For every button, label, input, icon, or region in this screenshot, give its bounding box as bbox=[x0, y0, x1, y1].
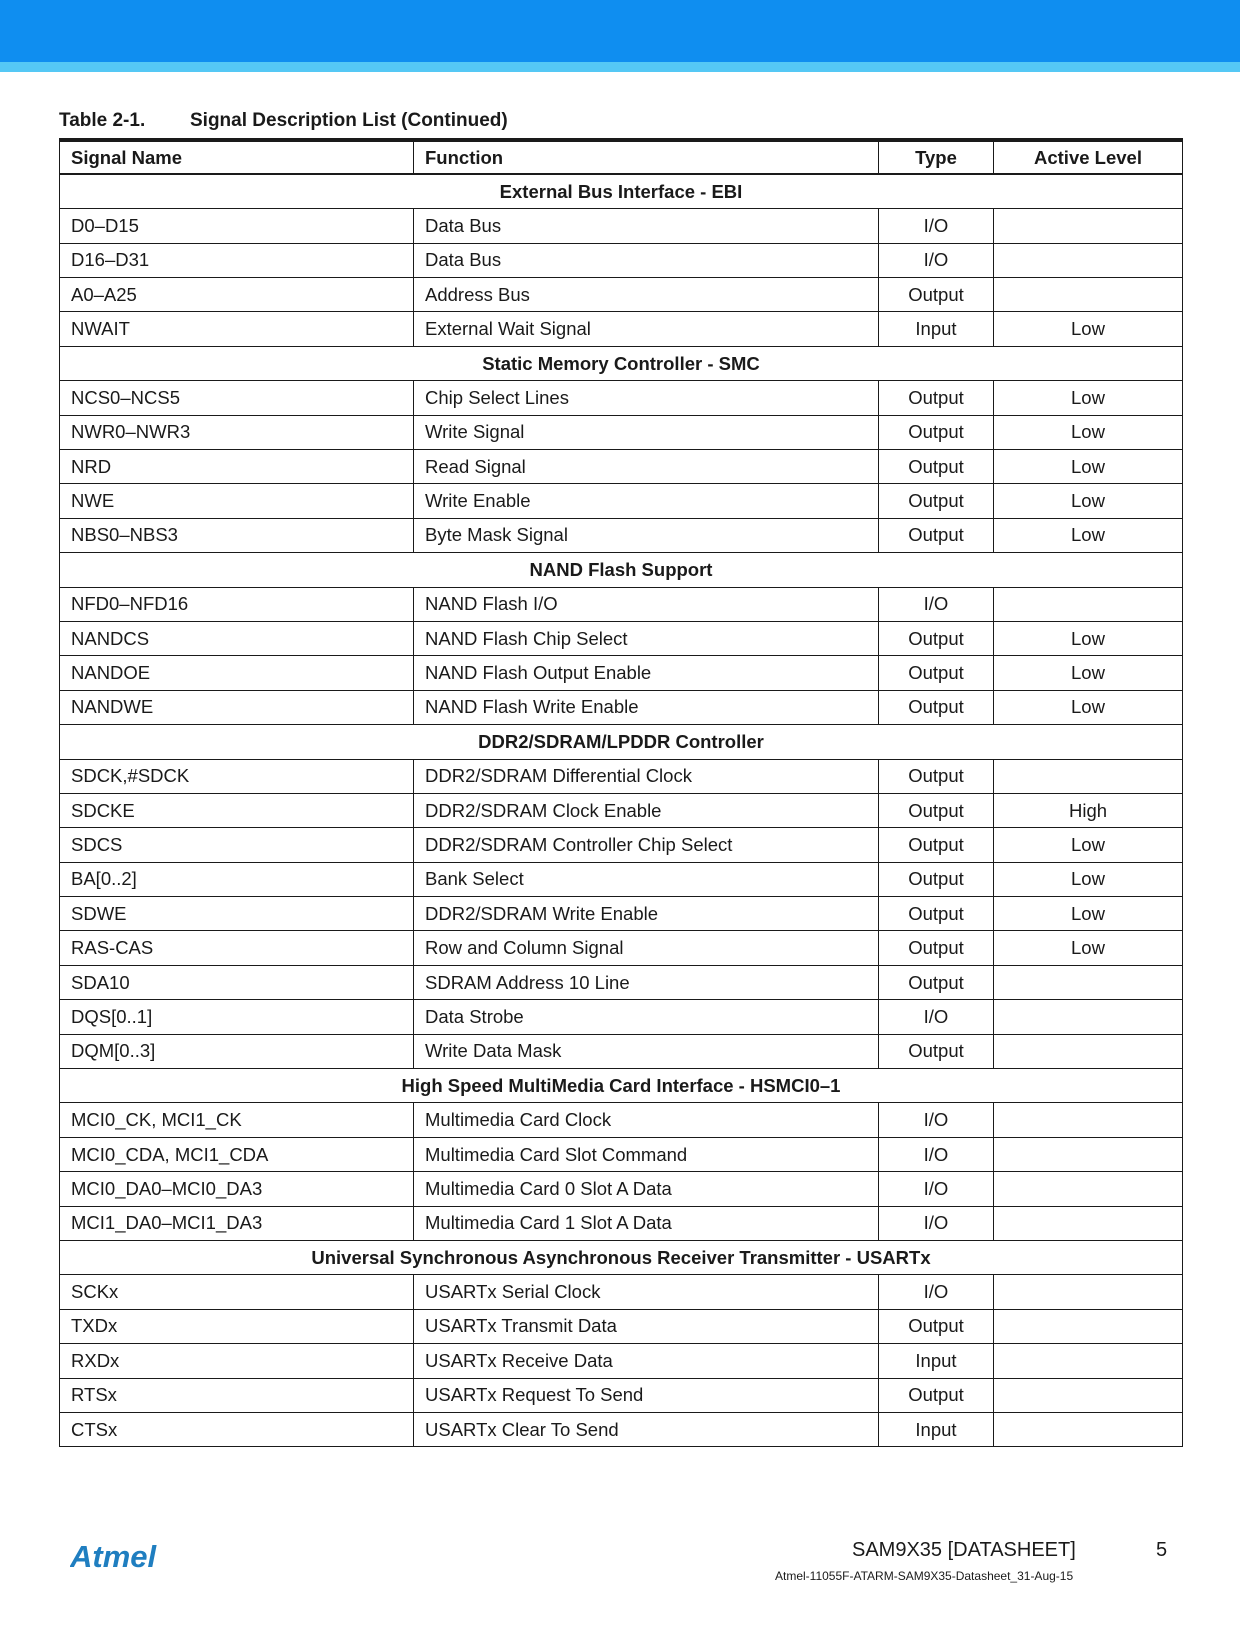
signal-name-cell: SDCS bbox=[60, 828, 414, 862]
table-row bbox=[60, 450, 1183, 484]
signal-name-cell: MCI1_DA0–MCI1_DA3 bbox=[60, 1206, 414, 1240]
table-row bbox=[60, 1412, 1183, 1446]
section-title: Static Memory Controller - SMC bbox=[60, 346, 1183, 380]
active-level-cell bbox=[994, 278, 1183, 312]
signal-name-cell: SDCK,#SDCK bbox=[60, 759, 414, 793]
type-cell: Output bbox=[879, 931, 994, 965]
function-cell: Chip Select Lines bbox=[414, 381, 879, 415]
table-row bbox=[60, 518, 1183, 552]
section-title: High Speed MultiMedia Card Interface - HSMCI0–1 bbox=[60, 1069, 1183, 1103]
section-header-row bbox=[60, 725, 1183, 759]
table-row bbox=[60, 278, 1183, 312]
table-row bbox=[60, 862, 1183, 896]
function-cell: Read Signal bbox=[414, 450, 879, 484]
table-row bbox=[60, 1378, 1183, 1412]
type-cell: I/O bbox=[879, 243, 994, 277]
function-cell: USARTx Receive Data bbox=[414, 1344, 879, 1378]
atmel-logo bbox=[70, 1540, 180, 1574]
table-row bbox=[60, 415, 1183, 449]
table-row bbox=[60, 1275, 1183, 1309]
doc-code: Atmel-11055F-ATARM-SAM9X35-Datasheet_31-Aug-15 bbox=[775, 1569, 1074, 1583]
section-title: Universal Synchronous Asynchronous Receiver Transmitter - USARTx bbox=[60, 1241, 1183, 1275]
type-cell: Output bbox=[879, 759, 994, 793]
type-cell: Output bbox=[879, 621, 994, 655]
function-cell: NAND Flash Output Enable bbox=[414, 656, 879, 690]
type-cell: I/O bbox=[879, 209, 994, 243]
function-cell: DDR2/SDRAM Controller Chip Select bbox=[414, 828, 879, 862]
active-level-cell bbox=[994, 759, 1183, 793]
signal-name-cell: MCI0_CDA, MCI1_CDA bbox=[60, 1137, 414, 1171]
table-caption bbox=[59, 110, 508, 132]
function-cell: Row and Column Signal bbox=[414, 931, 879, 965]
table-row bbox=[60, 484, 1183, 518]
active-level-cell: Low bbox=[994, 897, 1183, 931]
table-row bbox=[60, 656, 1183, 690]
active-level-cell bbox=[994, 587, 1183, 621]
table-row bbox=[60, 1172, 1183, 1206]
active-level-cell: Low bbox=[994, 828, 1183, 862]
signal-name-cell: MCI0_DA0–MCI0_DA3 bbox=[60, 1172, 414, 1206]
function-cell: USARTx Clear To Send bbox=[414, 1412, 879, 1446]
col-header-active-level: Active Level bbox=[994, 140, 1183, 174]
type-cell: I/O bbox=[879, 1172, 994, 1206]
table-row bbox=[60, 209, 1183, 243]
signal-name-cell: D0–D15 bbox=[60, 209, 414, 243]
table-row bbox=[60, 312, 1183, 346]
function-cell: Byte Mask Signal bbox=[414, 518, 879, 552]
signal-name-cell: RTSx bbox=[60, 1378, 414, 1412]
active-level-cell bbox=[994, 1206, 1183, 1240]
active-level-cell: Low bbox=[994, 312, 1183, 346]
table-row bbox=[60, 1206, 1183, 1240]
table-row bbox=[60, 1103, 1183, 1137]
table-row bbox=[60, 1137, 1183, 1171]
table-row bbox=[60, 690, 1183, 724]
table-row bbox=[60, 931, 1183, 965]
col-header-type: Type bbox=[879, 140, 994, 174]
function-cell: SDRAM Address 10 Line bbox=[414, 965, 879, 999]
type-cell: I/O bbox=[879, 1137, 994, 1171]
active-level-cell bbox=[994, 1137, 1183, 1171]
function-cell: Multimedia Card Clock bbox=[414, 1103, 879, 1137]
signal-name-cell: SDA10 bbox=[60, 965, 414, 999]
type-cell: Input bbox=[879, 312, 994, 346]
active-level-cell: Low bbox=[994, 484, 1183, 518]
type-cell: I/O bbox=[879, 1103, 994, 1137]
active-level-cell bbox=[994, 1309, 1183, 1343]
signal-name-cell: TXDx bbox=[60, 1309, 414, 1343]
signal-name-cell: SDWE bbox=[60, 897, 414, 931]
active-level-cell: Low bbox=[994, 621, 1183, 655]
signal-name-cell: NCS0–NCS5 bbox=[60, 381, 414, 415]
function-cell: Multimedia Card Slot Command bbox=[414, 1137, 879, 1171]
section-header-row bbox=[60, 346, 1183, 380]
signal-name-cell: MCI0_CK, MCI1_CK bbox=[60, 1103, 414, 1137]
type-cell: Output bbox=[879, 897, 994, 931]
active-level-cell bbox=[994, 1172, 1183, 1206]
table-row bbox=[60, 621, 1183, 655]
signal-name-cell: NANDOE bbox=[60, 656, 414, 690]
table-row bbox=[60, 1344, 1183, 1378]
signal-name-cell: NWE bbox=[60, 484, 414, 518]
table-row bbox=[60, 1309, 1183, 1343]
type-cell: Output bbox=[879, 518, 994, 552]
function-cell: Address Bus bbox=[414, 278, 879, 312]
function-cell: USARTx Request To Send bbox=[414, 1378, 879, 1412]
active-level-cell: Low bbox=[994, 518, 1183, 552]
table-row bbox=[60, 759, 1183, 793]
function-cell: Data Bus bbox=[414, 243, 879, 277]
table-row bbox=[60, 243, 1183, 277]
table-row bbox=[60, 793, 1183, 827]
active-level-cell: Low bbox=[994, 931, 1183, 965]
function-cell: Write Signal bbox=[414, 415, 879, 449]
active-level-cell bbox=[994, 1103, 1183, 1137]
section-title: DDR2/SDRAM/LPDDR Controller bbox=[60, 725, 1183, 759]
active-level-cell: Low bbox=[994, 690, 1183, 724]
active-level-cell: Low bbox=[994, 381, 1183, 415]
section-header-row bbox=[60, 553, 1183, 587]
section-header-row bbox=[60, 174, 1183, 208]
signal-name-cell: SCKx bbox=[60, 1275, 414, 1309]
active-level-cell bbox=[994, 1412, 1183, 1446]
header-band-accent bbox=[0, 62, 1240, 72]
function-cell: DDR2/SDRAM Differential Clock bbox=[414, 759, 879, 793]
type-cell: Output bbox=[879, 793, 994, 827]
signal-name-cell: RAS-CAS bbox=[60, 931, 414, 965]
active-level-cell bbox=[994, 965, 1183, 999]
signal-name-cell: NWR0–NWR3 bbox=[60, 415, 414, 449]
signal-name-cell: NRD bbox=[60, 450, 414, 484]
table-row bbox=[60, 1000, 1183, 1034]
function-cell: Multimedia Card 0 Slot A Data bbox=[414, 1172, 879, 1206]
active-level-cell bbox=[994, 209, 1183, 243]
function-cell: Bank Select bbox=[414, 862, 879, 896]
active-level-cell bbox=[994, 1034, 1183, 1068]
table-row bbox=[60, 1034, 1183, 1068]
section-header-row bbox=[60, 1069, 1183, 1103]
col-header-signal-name: Signal Name bbox=[60, 140, 414, 174]
type-cell: Output bbox=[879, 381, 994, 415]
section-header-row bbox=[60, 1241, 1183, 1275]
table-row bbox=[60, 965, 1183, 999]
signal-name-cell: D16–D31 bbox=[60, 243, 414, 277]
signal-name-cell: DQS[0..1] bbox=[60, 1000, 414, 1034]
table-row bbox=[60, 828, 1183, 862]
active-level-cell bbox=[994, 243, 1183, 277]
type-cell: Output bbox=[879, 1309, 994, 1343]
type-cell: Output bbox=[879, 415, 994, 449]
type-cell: Output bbox=[879, 828, 994, 862]
signal-name-cell: SDCKE bbox=[60, 793, 414, 827]
doc-title: SAM9X35 [DATASHEET] bbox=[852, 1539, 1076, 1561]
active-level-cell: Low bbox=[994, 415, 1183, 449]
type-cell: Input bbox=[879, 1344, 994, 1378]
function-cell: NAND Flash Write Enable bbox=[414, 690, 879, 724]
active-level-cell: Low bbox=[994, 656, 1183, 690]
signal-name-cell: NANDCS bbox=[60, 621, 414, 655]
function-cell: Write Enable bbox=[414, 484, 879, 518]
signal-name-cell: NANDWE bbox=[60, 690, 414, 724]
active-level-cell bbox=[994, 1344, 1183, 1378]
type-cell: I/O bbox=[879, 587, 994, 621]
section-title: External Bus Interface - EBI bbox=[60, 174, 1183, 208]
function-cell: Data Bus bbox=[414, 209, 879, 243]
type-cell: Output bbox=[879, 965, 994, 999]
table-row bbox=[60, 381, 1183, 415]
signal-name-cell: DQM[0..3] bbox=[60, 1034, 414, 1068]
function-cell: Data Strobe bbox=[414, 1000, 879, 1034]
table-title: Signal Description List (Continued) bbox=[190, 110, 508, 131]
signal-name-cell: CTSx bbox=[60, 1412, 414, 1446]
active-level-cell bbox=[994, 1000, 1183, 1034]
col-header-function: Function bbox=[414, 140, 879, 174]
signal-table bbox=[59, 138, 1183, 1447]
type-cell: Output bbox=[879, 1034, 994, 1068]
type-cell: Output bbox=[879, 278, 994, 312]
type-cell: Output bbox=[879, 690, 994, 724]
type-cell: Input bbox=[879, 1412, 994, 1446]
signal-name-cell: NBS0–NBS3 bbox=[60, 518, 414, 552]
signal-name-cell: NWAIT bbox=[60, 312, 414, 346]
signal-name-cell: A0–A25 bbox=[60, 278, 414, 312]
active-level-cell: Low bbox=[994, 450, 1183, 484]
function-cell: NAND Flash Chip Select bbox=[414, 621, 879, 655]
table-header-row bbox=[60, 140, 1183, 174]
table-body bbox=[60, 174, 1183, 1446]
type-cell: I/O bbox=[879, 1000, 994, 1034]
type-cell: Output bbox=[879, 656, 994, 690]
signal-name-cell: BA[0..2] bbox=[60, 862, 414, 896]
table-row bbox=[60, 587, 1183, 621]
logo-text: Atmel bbox=[70, 1540, 157, 1574]
function-cell: Multimedia Card 1 Slot A Data bbox=[414, 1206, 879, 1240]
active-level-cell: Low bbox=[994, 862, 1183, 896]
page-number: 5 bbox=[1156, 1539, 1168, 1561]
function-cell: NAND Flash I/O bbox=[414, 587, 879, 621]
type-cell: Output bbox=[879, 862, 994, 896]
function-cell: DDR2/SDRAM Write Enable bbox=[414, 897, 879, 931]
signal-name-cell: NFD0–NFD16 bbox=[60, 587, 414, 621]
active-level-cell: High bbox=[994, 793, 1183, 827]
function-cell: External Wait Signal bbox=[414, 312, 879, 346]
type-cell: Output bbox=[879, 484, 994, 518]
function-cell: DDR2/SDRAM Clock Enable bbox=[414, 793, 879, 827]
function-cell: USARTx Transmit Data bbox=[414, 1309, 879, 1343]
type-cell: Output bbox=[879, 450, 994, 484]
type-cell: I/O bbox=[879, 1275, 994, 1309]
table-number: Table 2-1. bbox=[59, 110, 146, 131]
section-title: NAND Flash Support bbox=[60, 553, 1183, 587]
function-cell: USARTx Serial Clock bbox=[414, 1275, 879, 1309]
function-cell: Write Data Mask bbox=[414, 1034, 879, 1068]
active-level-cell bbox=[994, 1275, 1183, 1309]
table-row bbox=[60, 897, 1183, 931]
type-cell: Output bbox=[879, 1378, 994, 1412]
active-level-cell bbox=[994, 1378, 1183, 1412]
type-cell: I/O bbox=[879, 1206, 994, 1240]
header-band bbox=[0, 0, 1240, 62]
signal-name-cell: RXDx bbox=[60, 1344, 414, 1378]
